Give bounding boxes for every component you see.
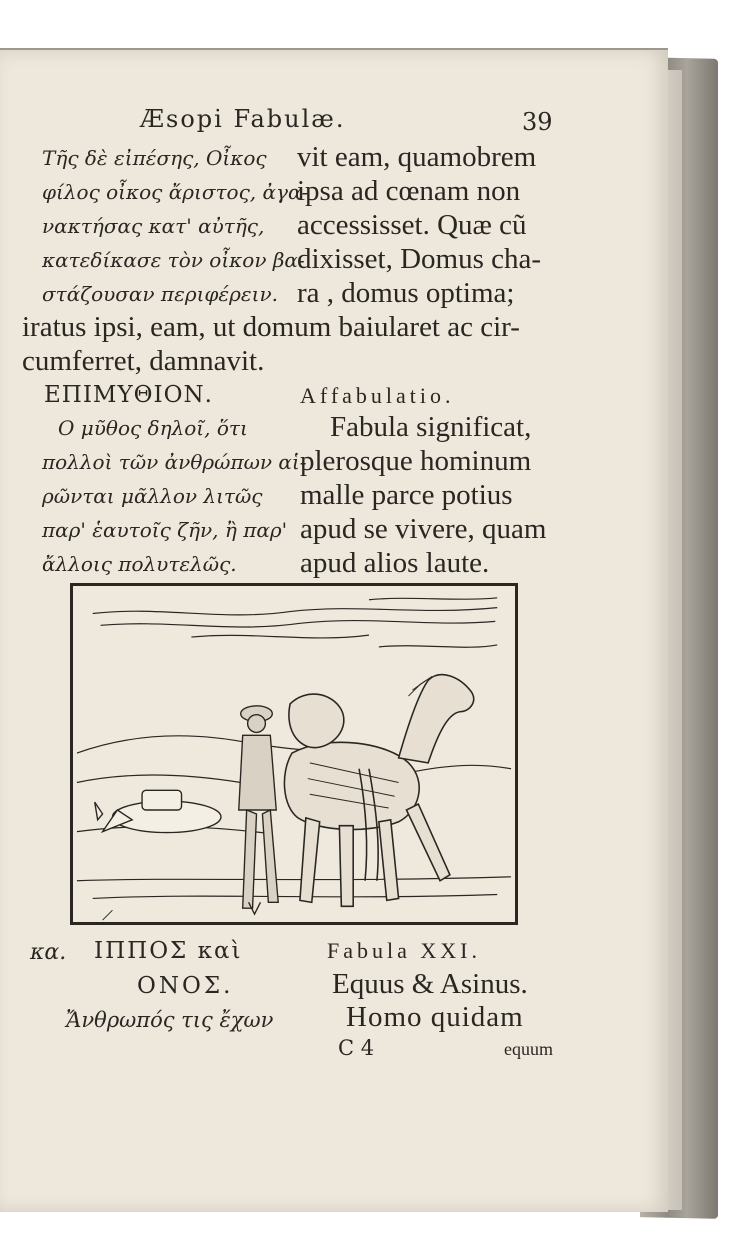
greek-moral-line: Ο μῦθος δηλοῖ, ὅτι [58, 416, 248, 440]
latin-fable-title: Equus & Asinus. [332, 968, 528, 1000]
greek-moral-line: ρῶνται μᾶλλον λιτῶς [42, 484, 263, 508]
latin-fable-number: Fabula XXI. [327, 938, 481, 963]
latin-line: accessisset. Quæ cũ [297, 209, 527, 241]
greek-line: Τῆς δὲ εἰπέσης, Οἶκος [42, 146, 267, 170]
catchword: equum [504, 1039, 553, 1059]
greek-fable-number: κα. [30, 940, 67, 965]
latin-moral-line: plerosque hominum [300, 445, 532, 477]
greek-moral-line: πολλοὶ τῶν ἀνθρώπων αἱ- [42, 450, 307, 474]
running-title: Æsopi Fabulæ. [140, 105, 346, 133]
greek-moral-heading: ΕΠΙΜΥΘΙΟΝ. [44, 382, 213, 408]
latin-full-line: cumferret, damnavit. [22, 345, 265, 377]
latin-line: dixisset, Domus cha- [297, 243, 542, 275]
latin-moral-line: Fabula significat, [330, 411, 532, 443]
page-number: 39 [522, 108, 553, 136]
signature-mark: C 4 [338, 1036, 375, 1060]
latin-fable-first-line: Homo quidam [346, 1001, 524, 1033]
greek-line: στάζουσαν περιφέρειν. [42, 282, 278, 306]
greek-moral-line: ἄλλοις πολυτελῶς. [42, 552, 237, 576]
greek-fable-title-cont: ΟΝΟΣ. [137, 973, 234, 999]
horse-and-donkey-image [73, 586, 515, 922]
latin-moral-heading: Affabulatio. [300, 383, 455, 408]
latin-moral-line: apud alios laute. [300, 547, 490, 579]
greek-fable-title: ΙΠΠΟΣ καὶ [94, 938, 243, 964]
latin-moral-line: apud se vivere, quam [300, 513, 547, 545]
greek-line: φίλος οἶκος ἄριστος, ἀγα- [42, 180, 309, 204]
greek-line: κατεδίκασε τὸν οἶκον βα- [42, 248, 305, 272]
latin-line: ipsa ad cœnam non [297, 175, 521, 207]
latin-line: ra , domus optima; [297, 277, 515, 309]
latin-line: vit eam, quamobrem [297, 141, 537, 173]
greek-line: νακτήσας κατ' αὐτῆς, [42, 214, 265, 238]
greek-fable-first-line: Ἄνθρωπός τις ἔχων [66, 1008, 274, 1032]
latin-full-line: iratus ipsi, eam, ut domum baiularet ac cir- [22, 311, 520, 343]
woodcut-illustration [70, 583, 518, 925]
greek-moral-line: παρ' ἑαυτοῖς ζῆν, ἢ παρ' [42, 518, 288, 542]
latin-moral-line: malle parce potius [300, 479, 513, 511]
